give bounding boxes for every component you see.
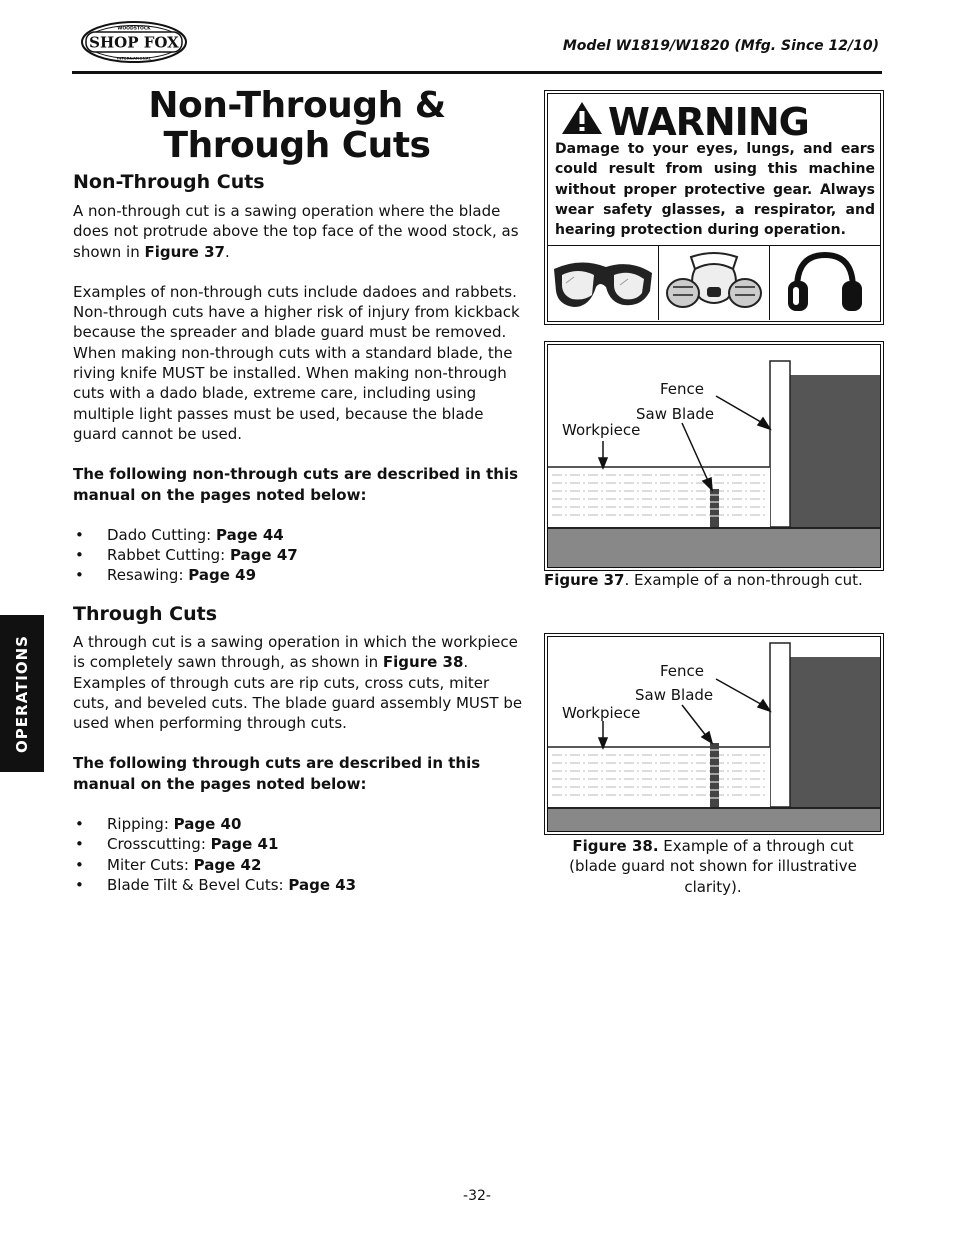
fence-label: Fence [660,662,705,680]
through-heading: Through Cuts [73,603,218,625]
shop-fox-logo [80,20,188,64]
through-paragraph-1: A through cut is a sawing operation in which the workpiece is completely sawn through, as shown in Figure 38. Examples of through cuts are rip cuts, cross cuts, miter cuts, and beveled cuts. The blade guard assembly MUST be used when performing through cuts. [73,633,523,733]
list-item: • Blade Tilt & Bevel Cuts: Page 43 [73,875,525,895]
side-tab-label: OPERATIONS [13,634,31,753]
page-number: -32- [463,1188,491,1204]
non-through-cut-diagram [548,345,880,567]
figure-37-ref: Figure 37 [144,242,225,261]
through-page-list [73,814,525,895]
figure-38-caption: Figure 38. Example of a through cut (blade guard not shown for illustrative clarity). [569,837,857,896]
saw-blade-label: Saw Blade [636,405,715,423]
list-item: • Ripping: Page 40 [73,814,525,834]
workpiece-label: Workpiece [562,421,641,439]
list-item: • Miter Cuts: Page 42 [73,855,525,875]
non-through-list-intro: The following non-through cuts are described in this manual on the pages noted below: [73,465,519,504]
figure-38 [544,633,884,835]
non-through-paragraph-1: A non-through cut is a sawing operation where the blade does not protrude above the top face of the wood stock, as shown in Figure 37. [73,202,519,261]
list-item: • Resawing: Page 49 [73,565,523,585]
warning-heading: WARNING [608,100,809,144]
through-section [73,603,525,895]
list-item: • Dado Cutting: Page 44 [73,525,523,545]
figure-38-ref: Figure 38 [382,653,464,672]
through-cut-diagram [548,637,880,831]
warning-triangle-icon [560,100,604,136]
svg-text:INTERNATIONAL: INTERNATIONAL [116,55,152,61]
respirator-icon [659,246,770,320]
svg-text:SHOP FOX: SHOP FOX [89,33,179,52]
header-rule [72,71,882,74]
non-through-heading: Non-Through Cuts [73,171,265,193]
page-title: Non-Through & Through Cuts [148,85,446,166]
workpiece-label: Workpiece [562,704,641,722]
ear-protection-icon [770,246,880,320]
svg-text:WOODSTOCK: WOODSTOCK [117,26,151,32]
section-side-tab [0,615,44,772]
non-through-paragraph-2: Examples of non-through cuts include dadoes and rabbets. Non-through cuts have a higher risk of injury from kickback because the spreader and blade guard must be removed. When making non-through cuts with a standard blade, the riving knife MUST be installed. When making non-through cuts with a dado blade, extreme care, including using multiple light passes must be used, because the blade guard cannot be used. [73,282,520,443]
figure-37-caption: Figure 37. Example of a non-through cut. [544,571,863,589]
figure-37 [544,341,884,571]
non-through-section [73,171,523,586]
list-item: • Rabbet Cutting: Page 47 [73,545,523,565]
warning-box [544,90,884,325]
model-header: Model W1819/W1820 (Mfg. Since 12/10) [562,38,879,54]
fence-label: Fence [660,380,705,398]
list-item: • Crosscutting: Page 41 [73,834,525,854]
non-through-page-list [73,525,523,586]
safety-glasses-icon [548,246,659,320]
through-list-intro: The following through cuts are described in this manual on the pages noted below: [73,754,481,793]
saw-blade-label: Saw Blade [635,686,714,704]
warning-text: Damage to your eyes, lungs, and ears could result from using this machine without proper protective gear. Always wear safety glasses, a respirator, and hearing protection during operation. [555,141,875,239]
ppe-icon-row [548,245,880,320]
